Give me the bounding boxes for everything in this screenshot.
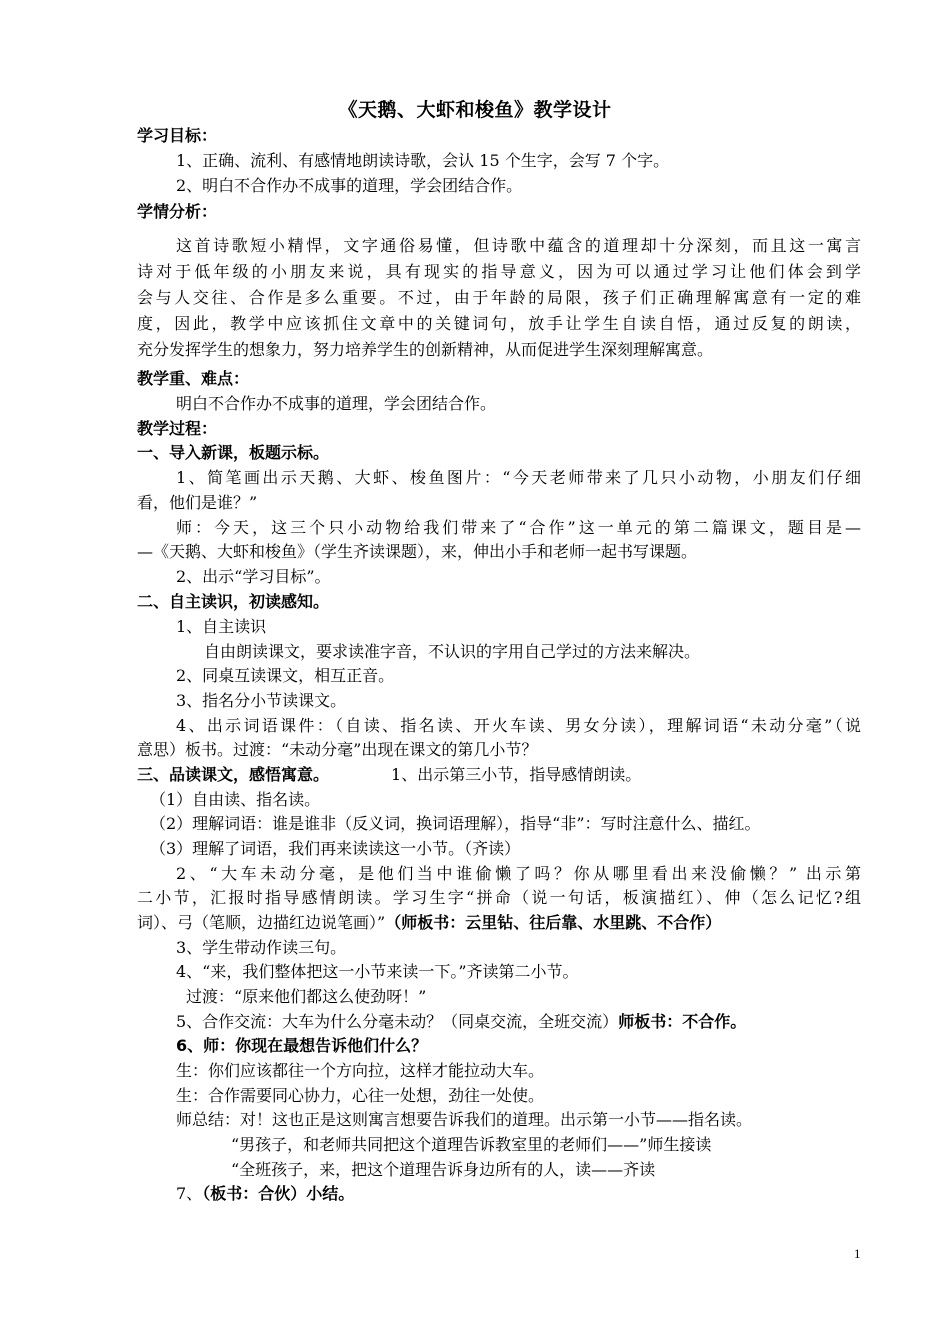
s3-line-6-board: （师板书：云里钻、往后靠、水里跳、不合作）	[385, 913, 722, 932]
s3-line-10-text: 5、合作交流：大车为什么分毫未动？（同桌交流，全班交流）	[176, 1012, 619, 1031]
s3-heading-tail: 1、出示第三小节，指导感情朗读。	[391, 765, 642, 784]
s1-line-1: 1、简笔画出示天鹅、大虾、梭鱼图片：“今天老师带来了几只小动物，小朋友们仔细	[176, 468, 861, 487]
s3-line-3: （3）理解了词语，我们再来读读这一小节。（齐读）	[150, 839, 521, 858]
goal-item-1: 1、正确、流利、有感情地朗读诗歌，会认 15 个生字，会写 7 个字。	[176, 151, 670, 170]
s3-line-5: 二小节，汇报时指导感情朗读。学习生字“拼命（说一句话，板演描红）、伸（怎么记忆?组	[137, 888, 861, 907]
s3-line-10	[176, 1010, 746, 1034]
s3-line-9: 过渡：“原来他们都这么使劲呀！”	[186, 987, 427, 1006]
s2-line-6: 意思）板书。过渡：“未动分毫”出现在课文的第几小节？	[137, 740, 538, 759]
s2-line-1: 1、自主读识	[176, 617, 267, 636]
s3-line-8: 4、“来，我们整体把这一小节来读一下。”齐读第二小节。	[176, 962, 579, 981]
goals-heading: 学习目标：	[137, 126, 218, 145]
s3-line-15: “男孩子，和老师共同把这个道理告诉教室里的老师们——”师生接读	[231, 1135, 712, 1154]
section-3-heading: 三、品读课文，感悟寓意。	[137, 765, 330, 784]
s3-line-17-board: （板书：合伙）小结。	[202, 1184, 355, 1203]
s3-line-6	[137, 911, 721, 935]
s3-line-16: “全班孩子，来，把这个道理告诉身边所有的人，读——齐读	[231, 1160, 656, 1179]
section-1-heading: 一、导入新课，板题示标。	[137, 443, 330, 462]
section-2-heading: 二、自主读识，初读感知。	[137, 592, 330, 611]
s3-line-2: （2）理解词语：谁是谁非（反义词，换词语理解），指导“非”：写时注意什么、描红。	[150, 814, 761, 833]
analysis-line-5: 充分发挥学生的想象力，努力培养学生的创新精神，从而促进学生深刻理解寓意。	[137, 340, 714, 359]
s3-line-1: （1）自由读、指名读。	[150, 790, 321, 809]
focus-text: 明白不合作办不成事的道理，学会团结合作。	[176, 394, 497, 413]
process-heading: 教学过程：	[137, 419, 218, 438]
focus-heading: 教学重、难点：	[137, 369, 250, 388]
s3-line-4: 2、“大车未动分毫，是他们当中谁偷懒了吗？你从哪里看出来没偷懒？” 出示第	[176, 864, 861, 883]
analysis-line-3: 会与人交往、合作是多么重要。不过，由于年龄的局限，孩子们正确理解寓意有一定的难	[137, 288, 861, 307]
s3-line-13: 生：合作需要同心协力，心往一处想，劲往一处使。	[176, 1086, 545, 1105]
analysis-line-2: 诗对于低年级的小朋友来说，具有现实的指导意义，因为可以通过学习让他们体会到学	[137, 262, 861, 281]
s2-line-2: 自由朗读课文，要求读准字音，不认识的字用自己学过的方法来解决。	[204, 642, 701, 661]
analysis-line-1: 这首诗歌短小精悍，文字通俗易懂，但诗歌中蕴含的道理却十分深刻，而且这一寓言	[176, 236, 861, 255]
s2-line-3: 2、同桌互读课文，相互正音。	[176, 666, 395, 685]
analysis-heading: 学情分析：	[137, 202, 218, 221]
s3-line-17	[176, 1182, 354, 1206]
goal-item-2: 2、明白不合作办不成事的道理，学会团结合作。	[176, 176, 523, 195]
s3-line-17-num: 7、	[176, 1184, 203, 1203]
s3-line-10-board: 师板书：不合作。	[618, 1012, 747, 1031]
page-number: 1	[854, 1246, 861, 1261]
document-title: 《天鹅、大虾和梭鱼》教学设计	[338, 99, 612, 121]
section-3-heading-line	[137, 763, 641, 787]
s2-line-4: 3、指名分小节读课文。	[176, 691, 347, 710]
s1-line-2: 看，他们是谁？”	[137, 493, 258, 512]
analysis-line-4: 度，因此，教学中应该抓住文章中的关键词句，放手让学生自读自悟，通过反复的朗读，	[137, 314, 861, 333]
s1-line-5: 2、出示“学习目标”。	[176, 567, 331, 586]
s3-line-11: 6、师：你现在最想告诉他们什么？	[176, 1036, 428, 1055]
s3-line-6-text: 词）、弓（笔顺，边描红边说笔画）”	[137, 913, 386, 932]
s3-line-12: 生：你们应该都往一个方向拉，这样才能拉动大车。	[176, 1061, 545, 1080]
s3-line-7: 3、学生带动作读三句。	[176, 938, 347, 957]
s3-line-14: 师总结：对！这也正是这则寓言想要告诉我们的道理。出示第一小节——指名读。	[176, 1110, 753, 1129]
s1-line-4: —《天鹅、大虾和梭鱼》（学生齐读课题），来，伸出小手和老师一起书写课题。	[137, 542, 698, 561]
s2-line-5: 4、出示词语课件：（自读、指名读、开火车读、男女分读），理解词语“未动分毫”（说	[176, 716, 861, 735]
s1-line-3: 师：今天，这三个只小动物给我们带来了“合作”这一单元的第二篇课文，题目是—	[176, 518, 861, 537]
